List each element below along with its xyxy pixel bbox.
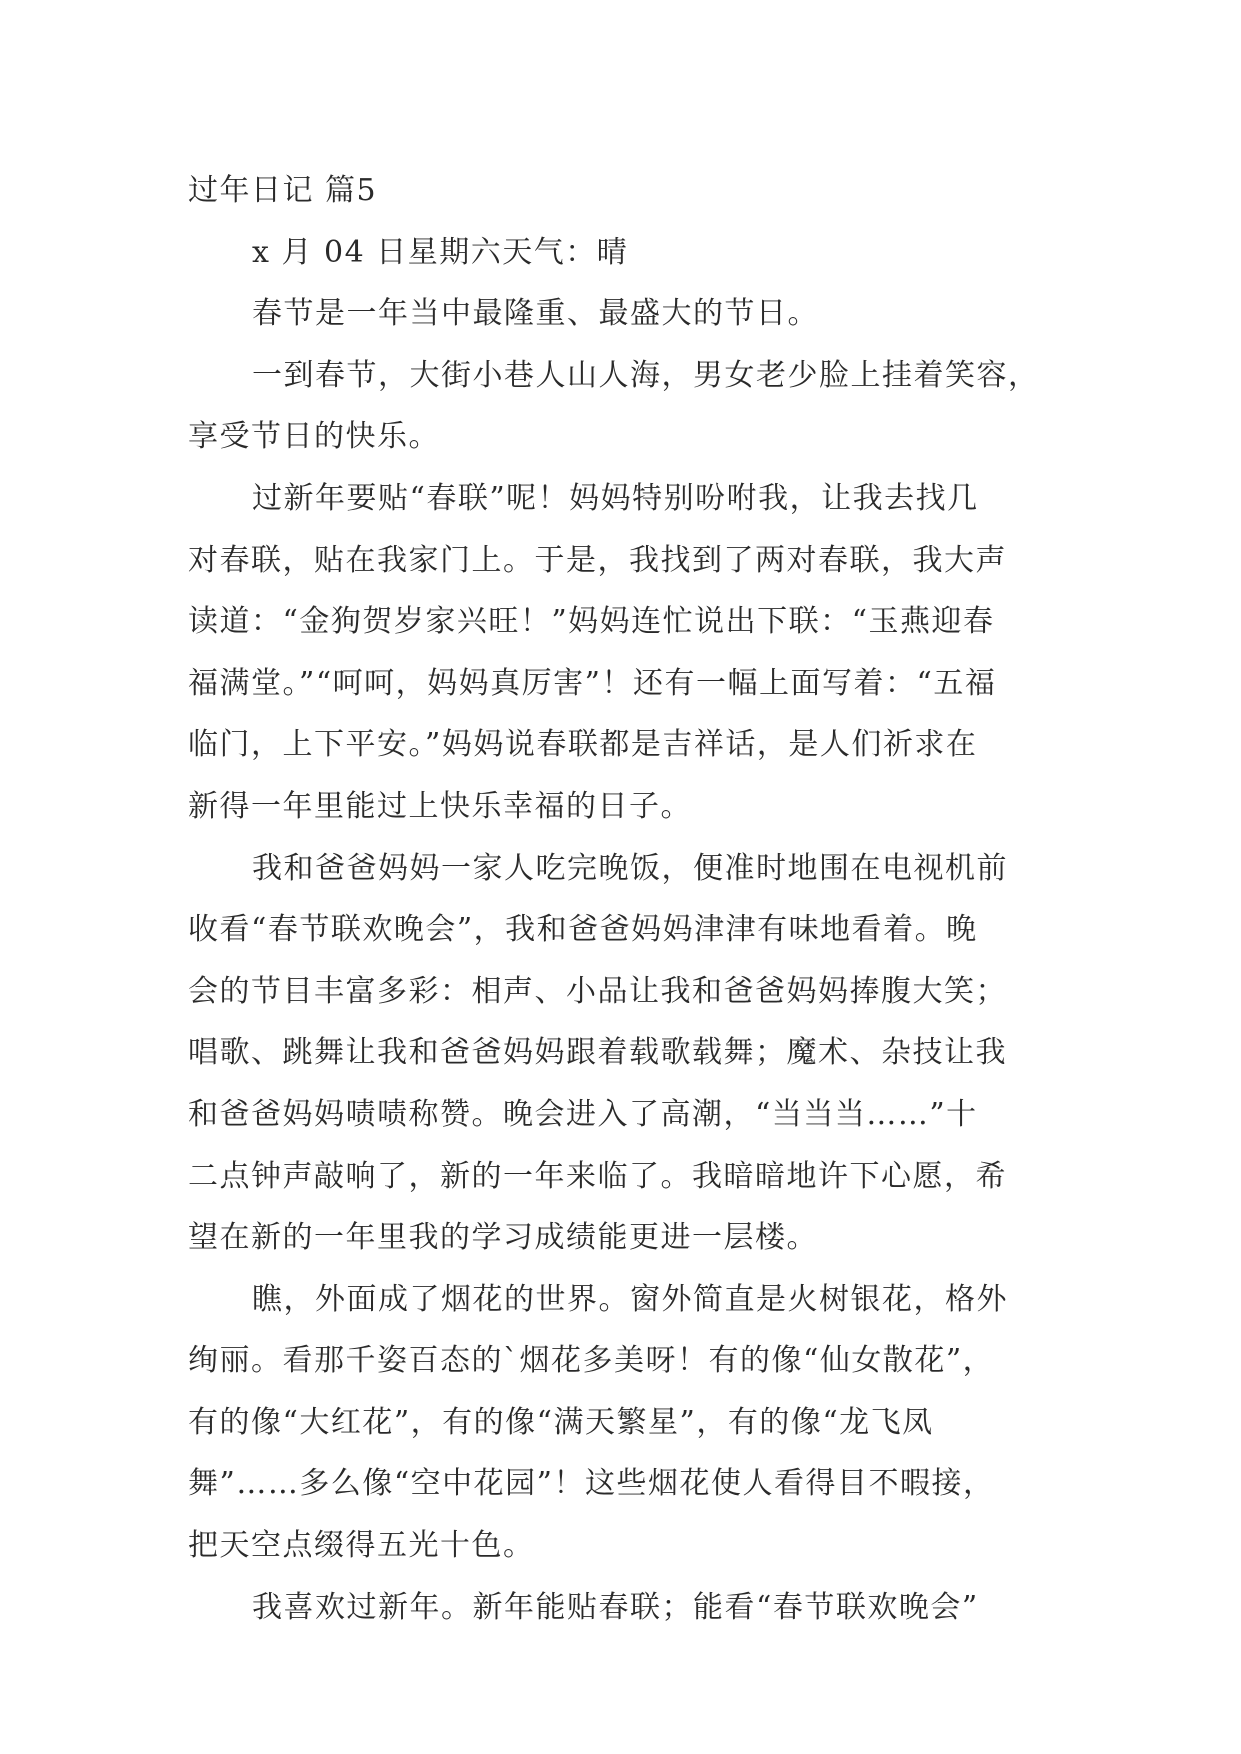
document-title: 过年日记 篇5 xyxy=(188,173,378,208)
paragraph-line: 对春联，贴在我家门上。于是，我找到了两对春联，我大声 xyxy=(188,542,1007,578)
paragraph-line: 望在新的一年里我的学习成绩能更进一层楼。 xyxy=(188,1220,818,1256)
paragraph-line: 收看“春节联欢晚会”，我和爸爸妈妈津津有味地看着。晚 xyxy=(188,912,978,948)
date-weather-line: x 月 04 日星期六天气：晴 xyxy=(252,234,629,270)
paragraph-line: 福满堂。”“呵呵，妈妈真厉害”！还有一幅上面写着：“五福 xyxy=(188,665,997,701)
paragraph-line: 和爸爸妈妈啧啧称赞。晚会进入了高潮，“当当当……”十 xyxy=(188,1096,978,1132)
paragraph-line: 会的节目丰富多彩：相声、小品让我和爸爸妈妈捧腹大笑； xyxy=(188,973,1007,1009)
paragraph-line: 享受节日的快乐。 xyxy=(188,419,440,455)
paragraph-line: 有的像“大红花”，有的像“满天繁星”，有的像“龙飞凤 xyxy=(188,1404,934,1440)
paragraph-line: 把天空点缀得五光十色。 xyxy=(188,1528,535,1564)
document-body xyxy=(188,160,1056,1638)
paragraph-line: 我和爸爸妈妈一家人吃完晚饭，便准时地围在电视机前 xyxy=(252,850,1008,886)
paragraph-line: 二点钟声敲响了，新的一年来临了。我暗暗地许下心愿，希 xyxy=(188,1158,1007,1194)
paragraph-line: 唱歌、跳舞让我和爸爸妈妈跟着载歌载舞；魔术、杂技让我 xyxy=(188,1035,1007,1071)
paragraph-line: 新得一年里能过上快乐幸福的日子。 xyxy=(188,788,692,824)
paragraph-line: 春节是一年当中最隆重、最盛大的节日。 xyxy=(252,296,819,332)
paragraph-line: 瞧，外面成了烟花的世界。窗外简直是火树银花，格外 xyxy=(252,1281,1008,1317)
paragraph-line: 读道：“金狗贺岁家兴旺！”妈妈连忙说出下联：“玉燕迎春 xyxy=(188,604,995,640)
paragraph-line: 绚丽。看那千姿百态的`烟花多美呀！有的像“仙女散花”， xyxy=(188,1343,995,1379)
paragraph-line: 过新年要贴“春联”呢！妈妈特别吩咐我，让我去找几 xyxy=(252,480,979,516)
paragraph-line: 临门，上下平安。”妈妈说春联都是吉祥话，是人们祈求在 xyxy=(188,727,978,763)
paragraph-line: 舞”……多么像“空中花园”！这些烟花使人看得目不暇接， xyxy=(188,1466,995,1502)
paragraph-line: 我喜欢过新年。新年能贴春联；能看“春节联欢晚会” xyxy=(252,1589,979,1625)
paragraph-line: 一到春节，大街小巷人山人海，男女老少脸上挂着笑容， xyxy=(252,357,1040,393)
